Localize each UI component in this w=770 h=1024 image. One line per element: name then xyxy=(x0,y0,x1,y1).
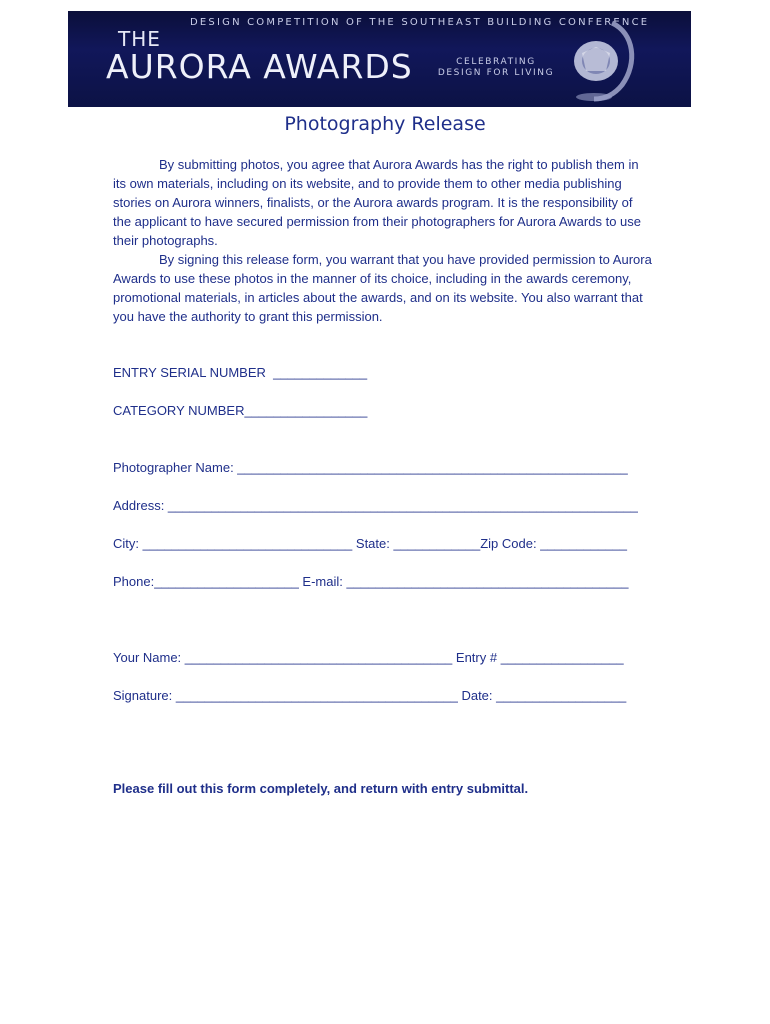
banner-the: THE xyxy=(118,27,161,51)
trophy-icon xyxy=(560,19,640,103)
closing-instruction: Please fill out this form completely, and return with entry submittal. xyxy=(113,781,529,796)
signature-date-field[interactable]: Signature: _______________________________________ Date: __________________ xyxy=(113,688,627,703)
address-field[interactable]: Address: _________________________________________________________________ xyxy=(113,498,638,513)
city-state-zip-field[interactable]: City: _____________________________ State: ____________Zip Code: ____________ xyxy=(113,536,627,551)
your-name-entry-field[interactable]: Your Name: _____________________________________ Entry # _________________ xyxy=(113,650,624,665)
paragraph-2: By signing this release form, you warrant that you have provided permission to Aurora Awards to use these photos in the manner of its choice, including in the awards ceremony, promotional materials, in articles about the awards, and on its website. You also warrant that you have the authority to grant this permission. xyxy=(113,252,652,324)
paragraph-1: By submitting photos, you agree that Aurora Awards has the right to publish them in its own materials, including on its website, and to provide them to other media publishing stories on Aurora winners, finalists, or the Aurora awards program. It is the responsibility of the applicant to have secured permission from their photographers for Aurora Awards to use their photographs. xyxy=(113,157,641,248)
banner-tagline: DESIGN COMPETITION OF THE SOUTHEAST BUILDING CONFERENCE xyxy=(190,17,650,28)
category-field[interactable]: CATEGORY NUMBER_________________ xyxy=(113,403,368,418)
release-text xyxy=(113,155,653,326)
banner-subtitle: CELEBRATING DESIGN FOR LIVING xyxy=(437,57,555,78)
phone-email-field[interactable]: Phone:____________________ E-mail: _______________________________________ xyxy=(113,574,629,589)
header-banner xyxy=(68,11,691,107)
entry-serial-field[interactable]: ENTRY SERIAL NUMBER _____________ xyxy=(113,365,368,380)
banner-brand: AURORA AWARDS xyxy=(106,47,413,86)
page-title: Photography Release xyxy=(284,113,486,135)
photographer-name-field[interactable]: Photographer Name: ______________________________________________________ xyxy=(113,460,628,475)
